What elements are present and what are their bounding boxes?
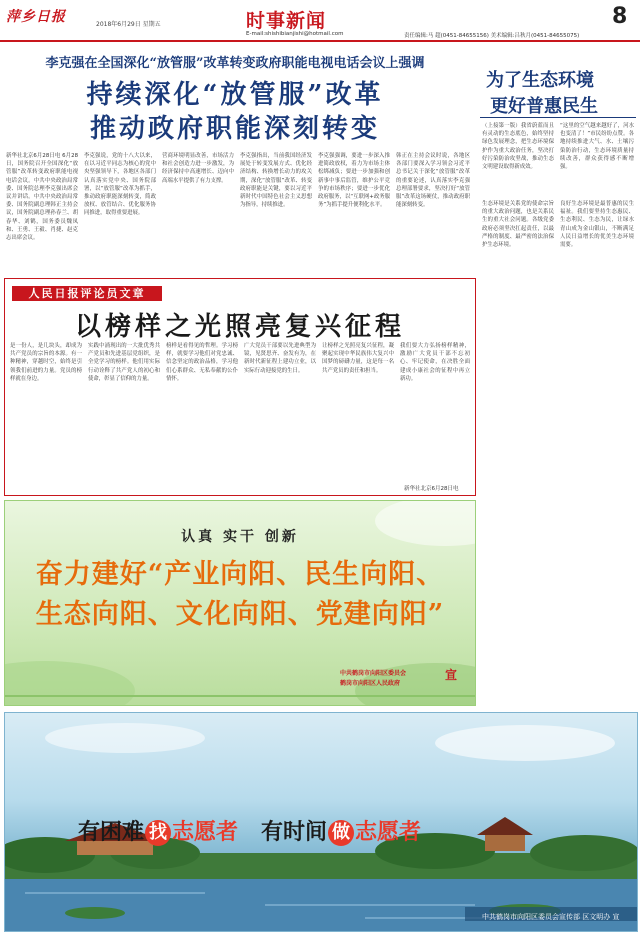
lead-column-5: 李克强强调，要进一步深入推进简政放权，着力为市场主体松绑减负；要进一步加强和创新事中事后监管，维护公平竞争的市场秩序；要进一步优化政府服务，以“互联网+政务服务”为抓手提升便利化水平。	[318, 153, 390, 209]
commentary-source: 新华社北京6月28日电	[404, 486, 459, 492]
commentary-title: 以榜样之光照亮复兴征程	[74, 312, 405, 342]
side-column-4: 良好生态环境是最普惠的民生福祉。我们要坚持生态惠民、生态利民、生态为民，让绿水青山成为金山银山，不断满足人民日益增长的优美生态环境需要。	[560, 201, 634, 249]
section-email: E-mail:shishibianjishi@hotmail.com	[246, 31, 344, 37]
commentary-column-5: 让榜样之光照亮复兴征程，凝聚起实现中华民族伟大复兴中国梦的磅礴力量，这是每一名共产党员的责任和担当。	[322, 343, 394, 374]
side-divider	[480, 117, 636, 118]
lead-column-2: 李克强说，党的十八大以来，在以习近平同志为核心的党中央坚强领导下，各地区各部门认真落实党中央、国务院部署，以“放管服”改革为抓手，推动政府职能深刻转变，简政放权、放管结合、优化服务协同推进，取得重要进展。	[84, 153, 156, 217]
commentary-column-1: 是一份人，是几块头，却成为共产党员的宗旨的本源。有一种精神，穿越时空，始终是引领我们前进的力量。党员的榜样就在身边。	[10, 343, 82, 382]
volunteer-slogan	[78, 815, 421, 846]
green-ad-sponsor-2: 鹤岗市向阳区人民政府	[340, 680, 401, 687]
do-circle-badge: 做	[328, 820, 354, 846]
lead-column-4: 李克强指出，当前我国经济发展处于转变发展方式、优化经济结构、转换增长动力的攻关期，深化“放管服”改革、转变政府职能是关键，要以习近平新时代中国特色社会主义思想为指导，持续推进。	[240, 153, 312, 209]
green-ad-seal: 宣	[445, 668, 458, 682]
side-column-3: “这里的空气越来越好了，河水也变清了！”市民纷纷点赞。各地持续推进大气、水、土壤污染防治行动，生态环境质量持续改善，群众获得感不断增强。	[560, 123, 634, 171]
volunteer-ad-caption: 中共鹤岗市向阳区委员会宣传部 区文明办 宣	[482, 913, 620, 921]
page-number: 8	[612, 4, 628, 29]
lead-column-1: 新华社北京6月28日电 6月28日，国务院召开全国深化“放管服”改革转变政府职能电视电话会议。中共中央政治局常委、国务院总理李克强出席会议并讲话。中共中央政治局常委、国务院副总理韩正主持会议，国务院副总理孙春兰、胡春华、刘鹤，国务委员魏凤和、王勇、王毅、肖捷、赵克志出席会议。	[6, 153, 78, 242]
masthead-divider	[0, 40, 640, 42]
lead-headline-line2: 推动政府职能深刻转变	[89, 114, 380, 144]
green-ad-slogan-line1: 奋力建好“产业向阳、民生向阳、	[35, 559, 445, 590]
issue-date: 2018年6月29日 星期五	[96, 21, 161, 28]
green-ad-slogan-line2: 生态向阳、文化向阳、党建向阳”	[35, 599, 445, 630]
lead-column-6: 韩正在主持会议时说，各地区各部门要深入学习领会习近平总书记关于深化“放管服”改革的重要论述，认真落实李克强总理部署要求，坚决打好“放管服”改革这场硬仗，推动政府职能深刻转变。	[396, 153, 470, 209]
slogan-part-3: 有时间	[261, 820, 328, 845]
commentary-column-2: 实践中涌现出的一大批优秀共产党员和先进基层党组织，是全党学习的榜样。他们用实际行动诠释了共产党人的初心和使命，彰显了信仰的力量。	[88, 343, 160, 382]
commentary-column-4: 广大党员干部要以先进典型为镜，见贤思齐、奋发有为，在新时代新征程上建功立业，以实际行动迎接党的生日。	[244, 343, 316, 374]
side-column-2: 生态环境是关系党的使命宗旨的重大政治问题，也是关系民生的重大社会问题。各级党委政府必须坚决扛起责任，以最严格的制度、最严密的法治保护生态环境。	[482, 201, 554, 249]
lead-headline-line1: 持续深化“放管服”改革	[86, 80, 384, 110]
side-headline-line1: 为了生态环境	[486, 70, 594, 91]
slogan-part-2: 志愿者	[172, 820, 239, 845]
commentary-column-3: 榜样是看得见的哲理。学习榜样，就要学习他们对党忠诚、信念坚定的政治品格，学习他们心系群众、无私奉献的公仆情怀。	[166, 343, 238, 382]
find-circle-badge: 找	[145, 820, 171, 846]
lead-column-3: 营商环境明显改善，市场活力和社会创造力进一步激发，为经济保持中高速增长、迈向中高端水平提供了有力支撑。	[162, 153, 234, 184]
side-headline-line2: 更好普惠民生	[490, 96, 598, 117]
commentary-column-6: 我们要大力弘扬榜样精神，激励广大党员干部不忘初心、牢记使命，在决胜全面建成小康社会的征程中再立新功。	[400, 343, 470, 382]
lead-kicker: 李克强在全国深化“放管服”改革转变政府职能电视电话会议上强调	[45, 56, 425, 71]
side-column-1: （上接第一版）我省蔚蓝而且有灵动的生态底色，始终坚持绿色发展理念，把生态环境保护作为重大政治任务，坚决打好污染防治攻坚战，推动生态文明建设取得新成效。	[482, 123, 554, 171]
green-ad-sponsor-1: 中共鹤岗市向阳区委员会	[340, 670, 407, 677]
slogan-part-4: 志愿者	[355, 820, 422, 845]
newspaper-logo: 萍乡日报	[6, 9, 66, 25]
editor-info: 责任编辑:马 超(0451-84655156) 美术编辑:吕秋月(0451-84655075)	[404, 33, 580, 39]
slogan-part-1: 有困难	[78, 820, 145, 845]
commentary-banner: 人民日报评论员文章	[12, 286, 162, 301]
section-title: 时事新闻	[246, 10, 327, 32]
green-ad-slogan-small: 认真 实干 创新	[181, 529, 299, 545]
